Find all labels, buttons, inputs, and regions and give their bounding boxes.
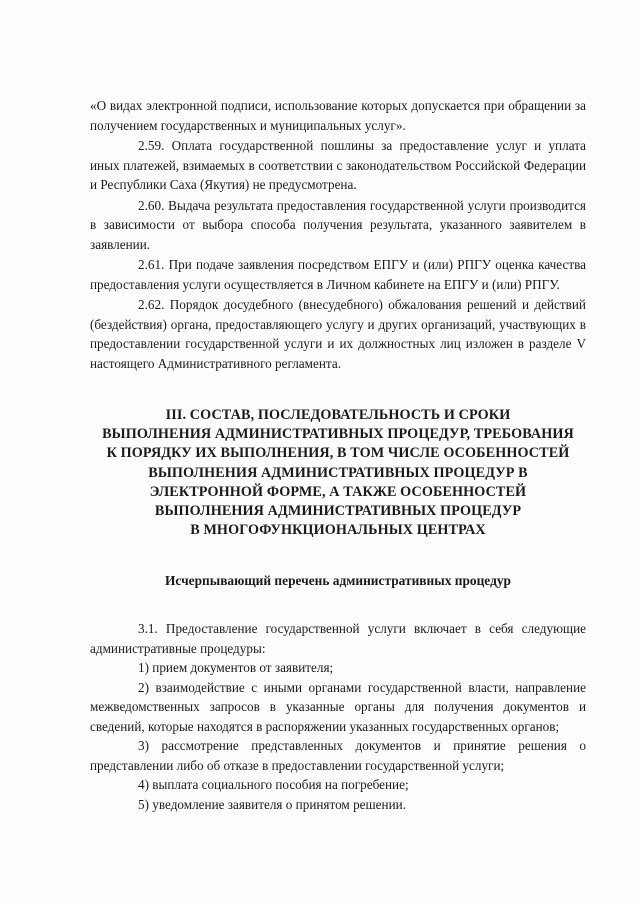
section-heading-line: ЭЛЕКТРОННОЙ ФОРМЕ, А ТАКЖЕ ОСОБЕННОСТЕЙ: [149, 483, 527, 500]
page-content: [90, 96, 586, 814]
procedure-item: 5) уведомление заявителя о принятом решении.: [138, 796, 406, 812]
section-heading-line: ВЫПОЛНЕНИЯ АДМИНИСТРАТИВНЫХ ПРОЦЕДУР: [154, 503, 522, 520]
paragraph-2-61: 2.61. При подаче заявления посредством ЕПГУ и (или) РПГУ оценка качества предоставления услуги осуществляется в Личном кабинете на ЕПГУ и (или) РПГУ.: [90, 257, 586, 292]
section-heading-line: III. СОСТАВ, ПОСЛЕДОВАТЕЛЬНОСТЬ И СРОКИ: [165, 407, 511, 423]
procedure-item: 1) прием документов от заявителя;: [138, 660, 334, 676]
paragraph-2-59: 2.59. Оплата государственной пошлины за предоставление услуг и уплата иных платежей, взимаемых в соответствии с законодательством Российской Федерации и Республики Саха (Якутия) не предусмотрена.: [90, 138, 586, 192]
procedures-subheading: Исчерпывающий перечень административных процедур: [164, 573, 511, 589]
paragraph-2-62: 2.62. Порядок досудебного (внесудебного) обжалования решений и действий (бездействия) органа, предоставляющего услугу и других организаций, участвующих в предоставлении государственной услуги и их должностных лиц изложен в разделе V настоящего Административного регламента.: [90, 297, 586, 371]
paragraph-3-1: 3.1. Предоставление государственной услуги включает в себя следующие административные процедуры:: [90, 621, 586, 656]
section-heading-line: К ПОРЯДКУ ИХ ВЫПОЛНЕНИЯ, В ТОМ ЧИСЛЕ ОСОБЕННОСТЕЙ: [106, 445, 570, 462]
section-heading-line: ВЫПОЛНЕНИЯ АДМИНИСТРАТИВНЫХ ПРОЦЕДУР, ТРЕБОВАНИЯ: [102, 426, 574, 443]
procedure-item: 3) рассмотрение представленных документов и принятие решения о представлении либо об отказе в предоставлении государственной услуги;: [90, 738, 586, 773]
section-heading-line: ВЫПОЛНЕНИЯ АДМИНИСТРАТИВНЫХ ПРОЦЕДУР В: [148, 464, 528, 481]
procedure-item: 4) выплата социального пособия на погребение;: [138, 777, 409, 793]
paragraph-electronic-signature: «О видах электронной подписи, использование которых допускается при обращении за получением государственных и муниципальных услуг».: [90, 98, 586, 133]
paragraph-2-60: 2.60. Выдача результата предоставления государственной услуги производится в зависимости от выбора способа получения результата, указанного заявителем в заявлении.: [90, 197, 586, 252]
procedure-item: 2) взаимодействие с иными органами государственной власти, направление межведомственных запросов в указанные органы для получения документов и сведений, которые находятся в распоряжении указанных государственных органов;: [90, 679, 586, 734]
section-heading-line: В МНОГОФУНКЦИОНАЛЬНЫХ ЦЕНТРАХ: [190, 522, 486, 539]
section-iii-heading: [90, 406, 586, 540]
